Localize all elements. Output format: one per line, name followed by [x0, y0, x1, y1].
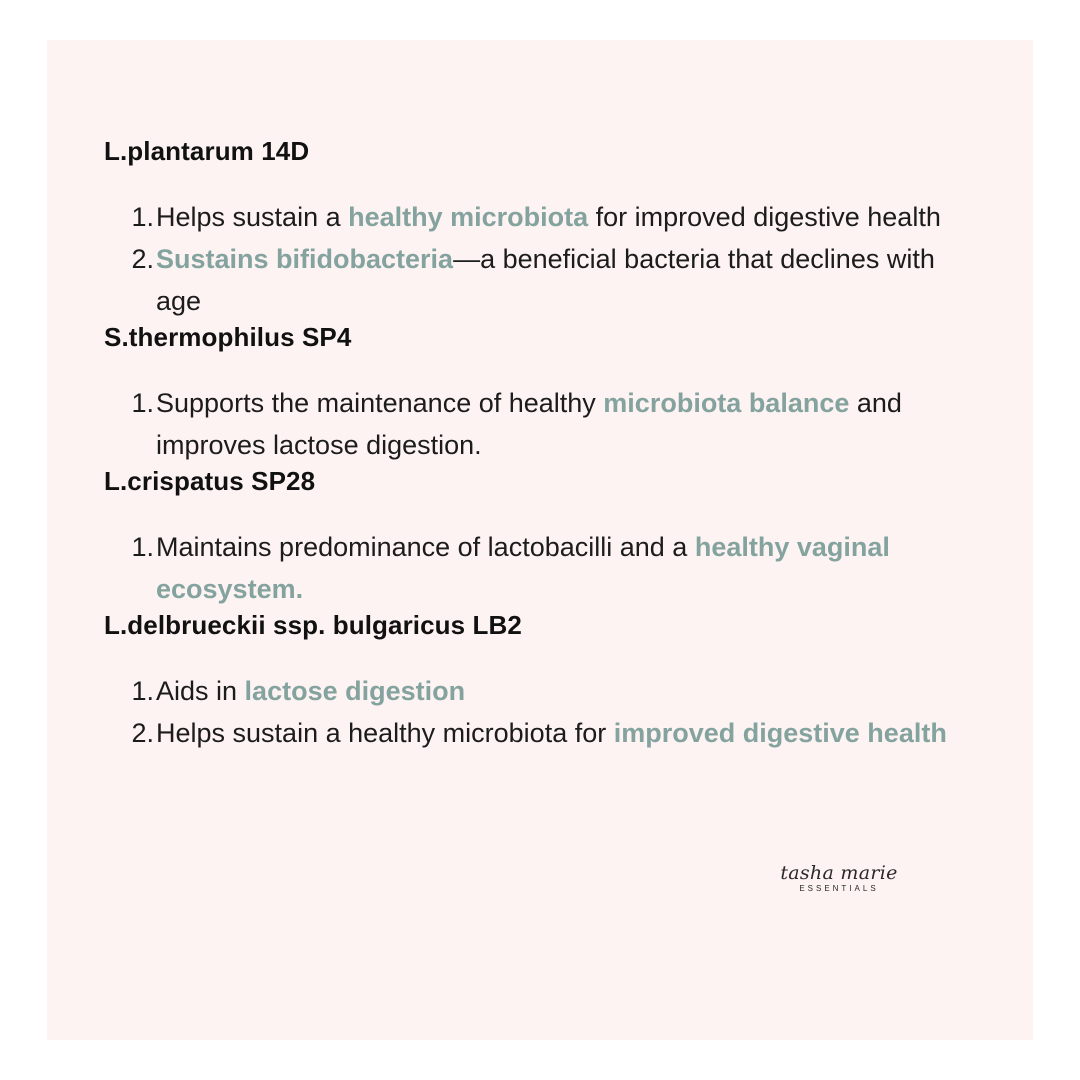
brand-logo: [779, 862, 899, 906]
benefit-number: 2.: [131, 244, 154, 274]
content-card: [47, 40, 1033, 1040]
benefit-text: Helps sustain a: [156, 202, 349, 232]
benefit-text: and improves lactose digestion.: [156, 388, 902, 460]
logo-subtitle: ESSENTIALS: [799, 884, 879, 893]
strain-title: L.delbrueckii ssp. bulgaricus LB2: [104, 610, 522, 640]
benefit-highlight: lactose digestion: [244, 676, 466, 706]
benefit-item: [104, 670, 984, 712]
strain-title: L.plantarum 14D: [104, 136, 310, 166]
benefit-text: for improved digestive health: [588, 202, 941, 232]
benefit-text: —a beneficial bacteria that declines with age: [156, 244, 935, 316]
benefit-list: [104, 670, 984, 754]
benefit-number: 1.: [131, 388, 154, 418]
benefit-text: Supports the maintenance of healthy: [156, 388, 604, 418]
benefit-item: [104, 382, 984, 466]
logo-script: tasha marie: [780, 862, 898, 884]
benefit-list: [104, 196, 984, 322]
benefit-highlight: improved digestive health: [613, 718, 947, 748]
benefit-number: 1.: [131, 202, 154, 232]
strain-list: [104, 136, 984, 754]
benefit-text: Maintains predominance of lactobacilli and a: [156, 532, 695, 562]
benefit-list: [104, 382, 984, 466]
benefit-number: 1.: [131, 532, 154, 562]
benefit-highlight: Sustains bifidobacteria: [156, 244, 454, 274]
benefit-text: Aids in: [156, 676, 245, 706]
benefit-highlight: healthy microbiota: [348, 202, 589, 232]
strain-title: L.crispatus SP28: [104, 466, 316, 496]
benefit-number: 1.: [131, 676, 154, 706]
benefit-number: 2.: [131, 718, 154, 748]
benefit-list: [104, 526, 984, 610]
benefit-highlight: healthy vaginal ecosystem.: [156, 532, 890, 604]
strain-title: S.thermophilus SP4: [104, 322, 352, 352]
benefit-item: [104, 712, 984, 754]
benefit-item: [104, 526, 984, 610]
benefit-highlight: microbiota balance: [603, 388, 850, 418]
benefit-item: [104, 238, 984, 322]
benefit-text: Helps sustain a healthy microbiota for: [156, 718, 614, 748]
benefit-item: [104, 196, 984, 238]
